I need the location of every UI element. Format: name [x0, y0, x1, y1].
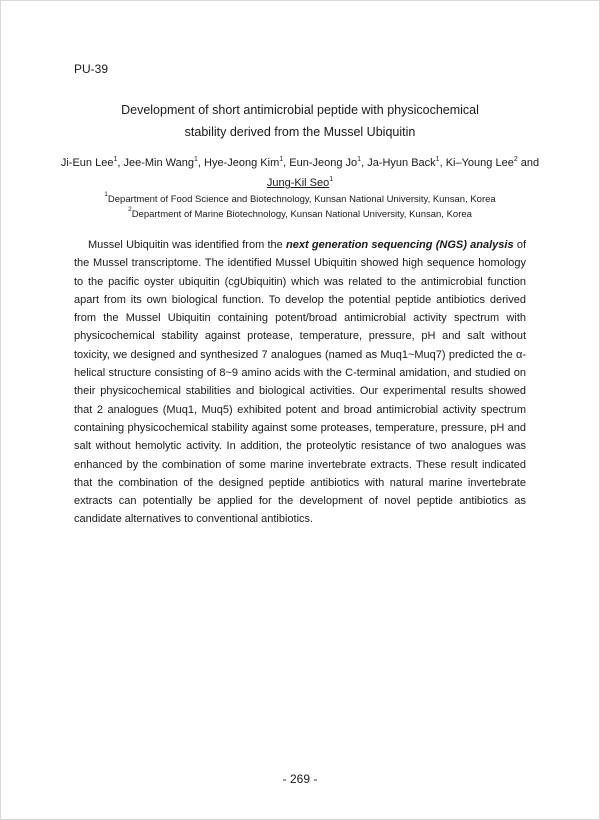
presenting-author: Jung-Kil Seo — [266, 177, 330, 189]
author: Hye-Jeong Kim — [204, 157, 280, 169]
author-affiliation-mark: 1 — [113, 156, 118, 163]
author: Jee-Min Wang — [123, 157, 194, 169]
author-separator: and — [517, 157, 540, 169]
author: Ki–Young Lee — [445, 157, 514, 169]
abstract-body — [74, 236, 526, 529]
author-affiliation-mark: 2 — [513, 156, 518, 163]
affiliation-text: Department of Food Science and Biotechnology, Kunsan National University, Kunsan, Korea — [107, 194, 496, 205]
author-affiliation-mark: 1 — [279, 156, 284, 163]
title-line-1: Development of short antimicrobial peptide with physicochemical — [121, 103, 479, 117]
abstract-text-part-2: of the Mussel transcriptome. The identified Mussel Ubiquitin showed high sequence homology to the pacific oyster ubiquitin (cgUbiquitin) which was related to the antimicrobial function apart from its own biological function. To develop the potential peptide antibiotics derived from the Mussel Ubiquitin containing potent/broad antimicrobial activity spectrum with physicochemical stability against protease, temperature, pressure, pH and salt without toxicity, we designed and synthesized 7 analogues (named as Muq1~Muq7) predicted the α-helical structure consisting of 8~9 amino acids with the C-terminal amidation, and studied on their physicochemical stabilities and biological activities. Our experimental results showed that 2 analogues (Muq1, Muq5) exhibited potent and broad antimicrobial activity spectrum containing physicochemical stability against some proteases, temperature, pressure, pH and salt without hemolytic activity. In addition, the proteolytic resistance of two analogues was enhanced by the combination of some marine invertebrate extracts. These result indicated that the combination of the designed peptide antibiotics with natural marine invertebrate extracts can potentially be applied for the development of novel peptide antibiotics as candidate alternatives to conventional antibiotics. — [74, 239, 526, 526]
abstract-emphasis: next generation sequencing (NGS) analysis — [286, 239, 514, 251]
abstract-text-part-1: Mussel Ubiquitin was identified from the — [88, 239, 287, 251]
author-affiliation-mark: 1 — [435, 156, 440, 163]
page-number: - 269 - — [282, 772, 318, 786]
author-separator: , — [117, 157, 124, 169]
author: Ja-Hyun Back — [367, 157, 436, 169]
paper-title — [0, 99, 600, 143]
author-separator: , — [283, 157, 290, 169]
affiliation-text: Department of Marine Biotechnology, Kunsan National University, Kunsan, Korea — [131, 209, 472, 220]
affiliation-2 — [0, 206, 600, 220]
title-line-2: stability derived from the Mussel Ubiquitin — [184, 125, 416, 139]
author-affiliation-mark: 1 — [357, 156, 362, 163]
author-affiliation-mark: 1 — [194, 156, 198, 163]
author-separator: , — [361, 157, 368, 169]
affiliation-mark: 2 — [128, 206, 132, 213]
author-affiliation-mark: 1 — [329, 176, 334, 183]
author-separator: , — [197, 157, 205, 169]
affiliation-mark: 1 — [104, 191, 108, 198]
abstract-code: PU-39 — [74, 62, 109, 76]
author-list — [60, 153, 540, 193]
author-separator: , — [439, 157, 446, 169]
author: Ji-Eun Lee — [60, 157, 114, 169]
author: Eun-Jeong Jo — [289, 157, 358, 169]
affiliation-1 — [0, 191, 600, 205]
